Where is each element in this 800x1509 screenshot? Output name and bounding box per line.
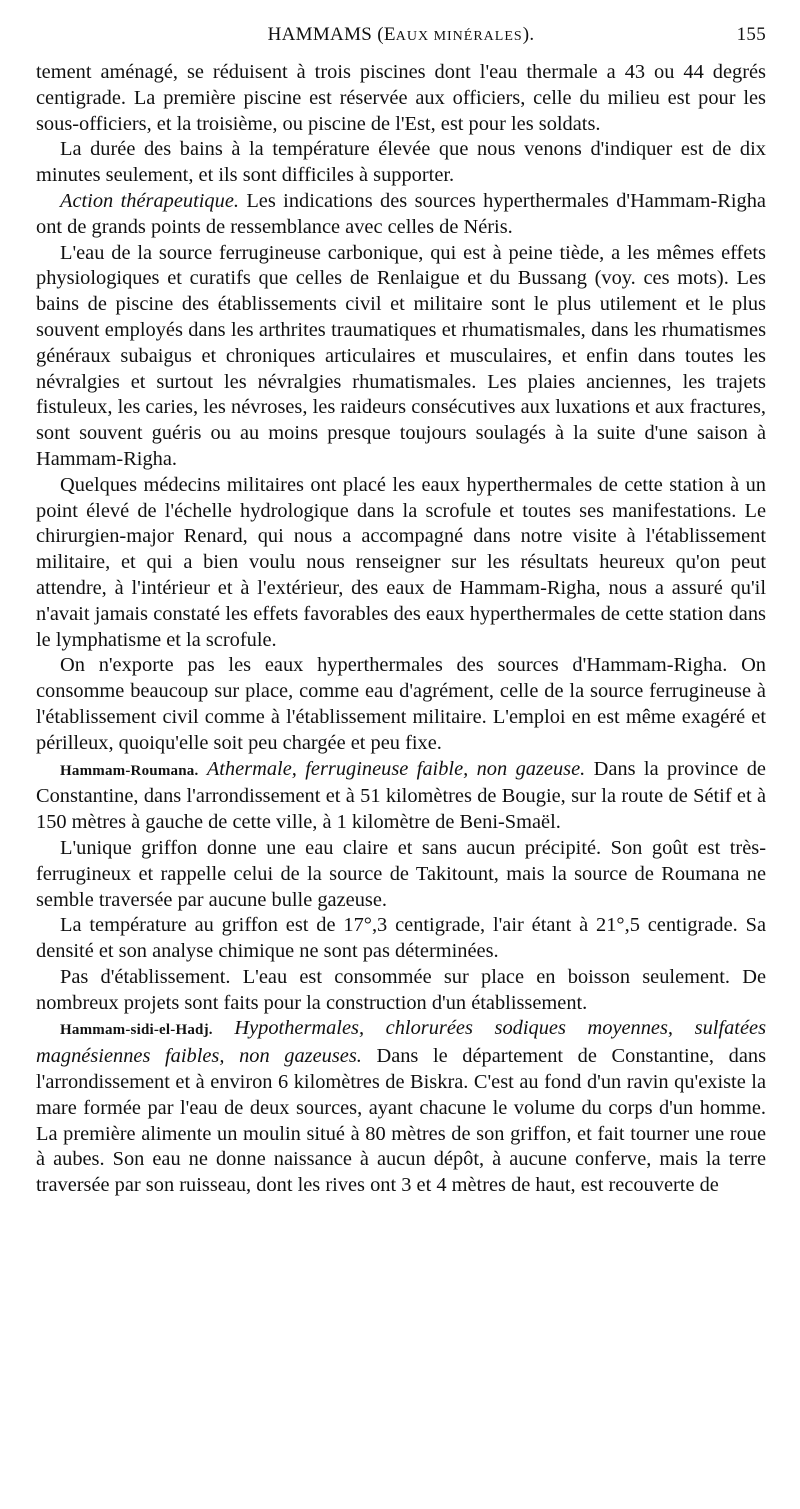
paragraph: La température au griffon est de 17°,3 centigrade, l'air étant à 21°,5 centigrade. Sa densité et son analyse chimique ne sont pas déterminées.	[36, 914, 766, 963]
page	[36, 24, 766, 1199]
entry-qualifiers: Hypothermales, chlorurées sodiques moyennes, sulfatées magnésiennes faibles, non gazeuses.	[36, 1017, 766, 1068]
paragraph: Pas d'établissement. L'eau est consommée sur place en boisson seulement. De nombreux projets sont faits pour la construction d'un établissement.	[36, 965, 766, 1014]
paragraph: On n'exporte pas les eaux hyperthermales des sources d'Hammam-Righa. On consomme beaucoup sur place, comme eau d'agrément, celle de la source ferrugineuse à l'établissement civil comme à l'établissement militaire. L'emploi en est même exagéré et périlleux, quoiqu'elle soit peu chargée et peu fixe.	[36, 654, 766, 754]
paragraph: Action thérapeutique. Les indications des sources hyperthermales d'Hammam-Righa ont de grands points de ressemblance avec celles de Néris.	[36, 189, 766, 238]
subsection-label: Action thérapeutique.	[60, 189, 239, 212]
entry-roumana: Hammam-Roumana. Athermale, ferrugineuse faible, non gazeuse. Dans la province de Constantine, dans l'arrondissement et à 51 kilomètres de Bougie, sur la route de Sétif et à 150 mètres à gauche de cette ville, à 1 kilomètre de Beni-Smaël.	[36, 757, 766, 834]
running-title: HAMMAMS (EAUX MINÉRALES).	[267, 24, 535, 45]
entry-heading: Hammam-sidi-el-Hadj.	[60, 1022, 213, 1039]
text-body	[36, 60, 766, 1199]
paragraph: tement aménagé, se réduisent à trois piscines dont l'eau thermale a 43 ou 44 degrés centigrade. La première piscine est réservée aux officiers, celle du milieu est pour les sous-officiers, et la troisième, ou piscine de l'Est, est pour les soldats.	[36, 61, 766, 135]
running-header	[36, 24, 766, 50]
paragraph: Quelques médecins militaires ont placé les eaux hyperthermales de cette station à un point élevé de l'échelle hydrologique dans la scrofule et toutes ses manifestations. Le chirurgien-major Renard, qui nous a accompagné dans notre visite à l'établissement militaire, et qui a bien voulu nous renseigner sur les résultats heureux qu'on peut attendre, à l'intérieur et à l'extérieur, des eaux de Hammam-Righa, nous a assuré qu'il n'avait jamais constaté les effets favorables des eaux hyperthermales de cette station dans le lymphatisme et la scrofule.	[36, 473, 766, 651]
paragraph: L'unique griffon donne une eau claire et sans aucun précipité. Son goût est très-ferrugineux et rappelle celui de la source de Takitount, mais la source de Roumana ne semble traversée par aucune bulle gazeuse.	[36, 836, 766, 911]
paragraph: La durée des bains à la température élevée que nous venons d'indiquer est de dix minutes seulement, et ils sont difficiles à supporter.	[36, 138, 766, 187]
paragraph: L'eau de la source ferrugineuse carbonique, qui est à peine tiède, a les mêmes effets physiologiques et curatifs que celles de Renlaigue et du Bussang (voy. ces mots). Les bains de piscine des établissements civil et militaire sont le plus utilement et le plus souvent employés dans les arthrites traumatiques et rhumatismales, dans les rhumatismes généraux subaigus et chroniques articulaires et musculaires, et enfin dans toutes les névralgies et surtout les névralgies rhumatismales. Les plaies anciennes, les trajets fistuleux, les caries, les névroses, les raideurs consécutives aux luxations et aux fractures, sont souvent guéris ou au moins presque toujours soulagés à la suite d'une saison à Hammam-Righa.	[36, 241, 766, 470]
entry-qualifiers: Athermale, ferrugineuse faible, non gazeuse.	[206, 757, 586, 780]
entry-sidi-el-hadj: Hammam-sidi-el-Hadj. Hypothermales, chlorurées sodiques moyennes, sulfatées magnésiennes faibles, non gazeuses. Dans le département de Constantine, dans l'arrondissement et à environ 6 kilomètres de Biskra. C'est au fond d'un ravin qu'existe la mare formée par l'eau de deux sources, ayant chacune le volume du corps d'un homme. La première alimente un moulin situé à 80 mètres de son griffon, et fait tourner une roue à aubes. Son eau ne donne naissance à aucun dépôt, à aucune conferve, mais la terre traversée par son ruisseau, dont les rives ont 3 et 4 mètres de haut, est recouverte de	[36, 1017, 767, 1197]
entry-heading: Hammam-Roumana.	[60, 762, 199, 779]
page-number: 155	[736, 24, 766, 45]
